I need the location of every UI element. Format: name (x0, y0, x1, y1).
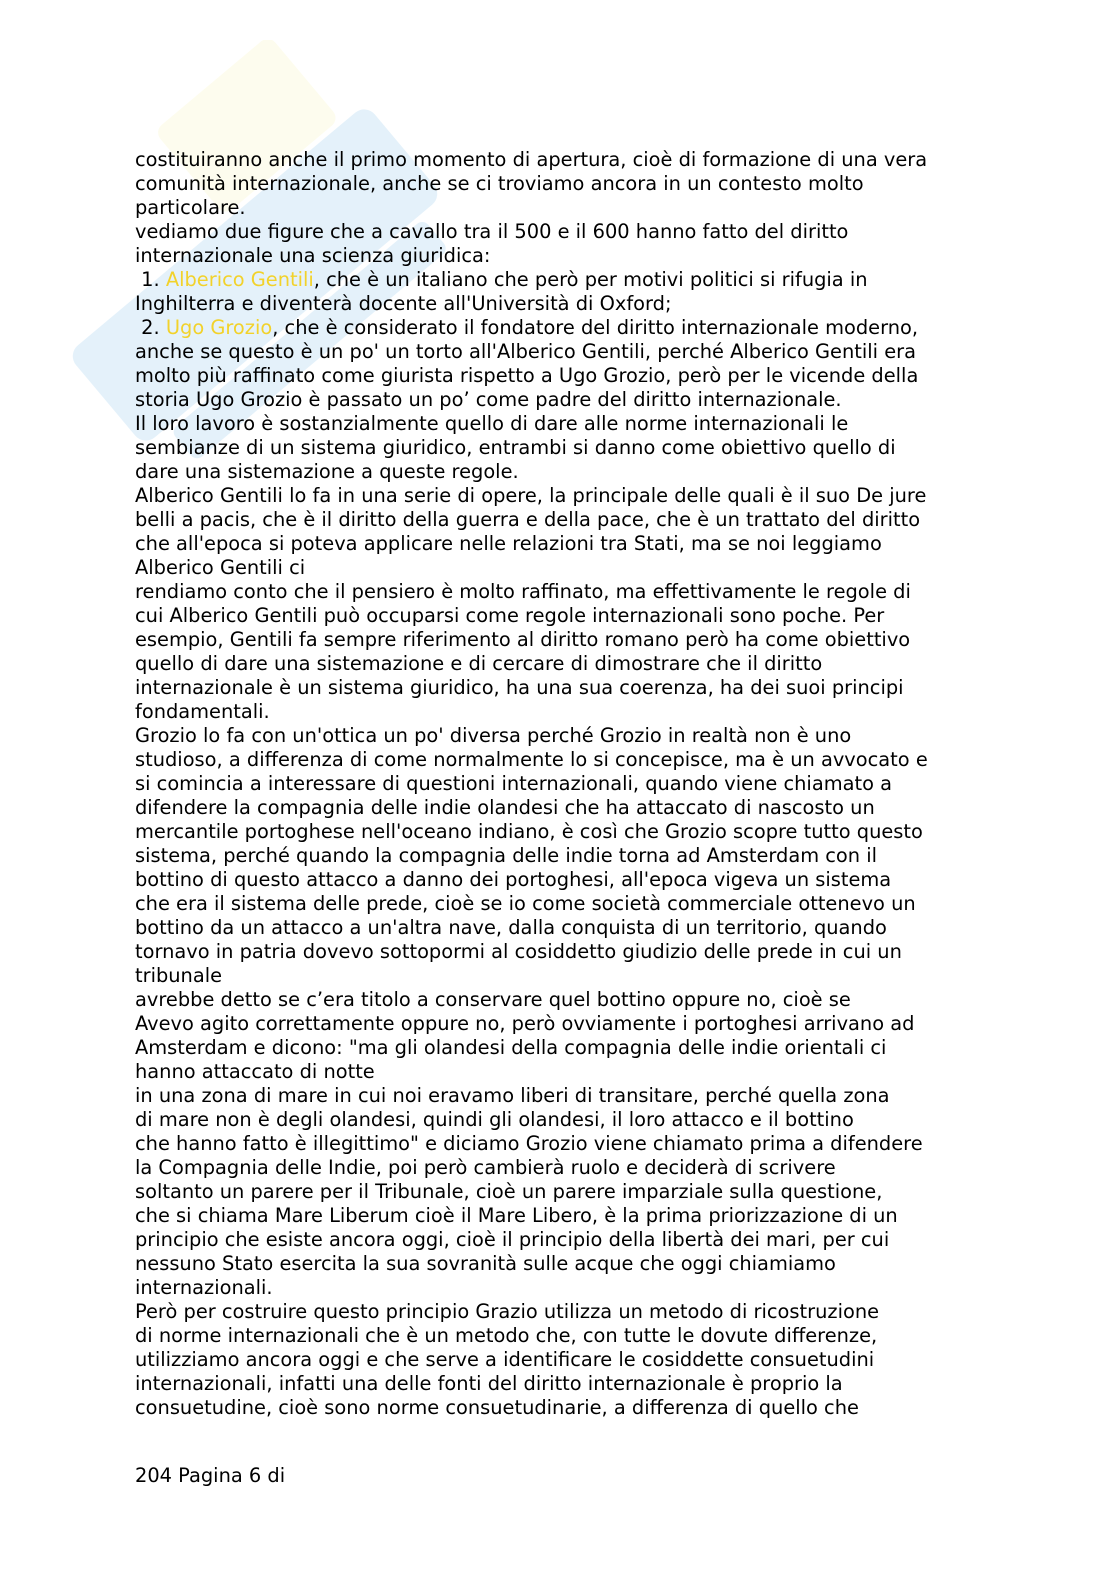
list-item (135, 316, 1005, 340)
text-line: particolare. (135, 196, 246, 219)
text-line: mercantile portoghese nell'oceano indiano, è così che Grozio scopre tutto questo (135, 820, 923, 843)
list-item (135, 268, 1005, 292)
text-line: difendere la compagnia delle indie olandesi che ha attaccato di nascosto un (135, 796, 875, 819)
text-line: nessuno Stato esercita la sua sovranità sulle acque che oggi chiamiamo (135, 1252, 836, 1275)
text-line: vediamo due figure che a cavallo tra il 500 e il 600 hanno fatto del diritto (135, 220, 849, 243)
text-line: molto più raffinato come giurista rispetto a Ugo Grozio, però per le vicende della (135, 364, 919, 387)
text-line: Avevo agito correttamente oppure no, però ovviamente i portoghesi arrivano ad (135, 1012, 915, 1035)
text-line: internazionali. (135, 1276, 273, 1299)
text-line: esempio, Gentili fa sempre riferimento al diritto romano però ha come obiettivo (135, 628, 911, 651)
list-number: 1. (135, 268, 166, 291)
text-line: bottino da un attacco a un'altra nave, dalla conquista di un territorio, quando (135, 916, 887, 939)
text-line: rendiamo conto che il pensiero è molto raffinato, ma effettivamente le regole di (135, 580, 911, 603)
document-body (135, 148, 1005, 1420)
list-item-text: , che è considerato il fondatore del diritto internazionale moderno, (272, 316, 919, 339)
text-line: principio che esiste ancora oggi, cioè il principio della libertà dei mari, per cui (135, 1228, 890, 1251)
text-line: sistema, perché quando la compagnia delle indie torna ad Amsterdam con il (135, 844, 878, 867)
highlighted-name: Ugo Grozio (165, 316, 273, 339)
text-line: soltanto un parere per il Tribunale, cioè un parere imparziale sulla questione, (135, 1180, 883, 1203)
text-line: Amsterdam e dicono: "ma gli olandesi della compagnia delle indie orientali ci (135, 1036, 887, 1059)
text-line: la Compagnia delle Indie, poi però cambierà ruolo e deciderà di scrivere (135, 1156, 836, 1179)
text-line: studioso, a differenza di come normalmente lo si concepisce, ma è un avvocato e (135, 748, 928, 771)
text-line: Il loro lavoro è sostanzialmente quello di dare alle norme internazionali le (135, 412, 849, 435)
text-line: Grozio lo fa con un'ottica un po' diversa perché Grozio in realtà non è uno (135, 724, 852, 747)
list-item-text: , che è un italiano che però per motivi politici si rifugia in (313, 268, 868, 291)
text-line: cui Alberico Gentili può occuparsi come regole internazionali sono poche. Per (135, 604, 885, 627)
text-line: di norme internazionali che è un metodo che, con tutte le dovute differenze, (135, 1324, 878, 1347)
text-line: Alberico Gentili ci (135, 556, 306, 579)
text-line: bottino di questo attacco a danno dei portoghesi, all'epoca vigeva un sistema (135, 868, 892, 891)
text-line: fondamentali. (135, 700, 270, 723)
text-line: Inghilterra e diventerà docente all'Università di Oxford; (135, 292, 672, 315)
text-line: consuetudine, cioè sono norme consuetudinarie, a differenza di quello che (135, 1396, 859, 1419)
text-line: sembianze di un sistema giuridico, entrambi si danno come obiettivo quello di (135, 436, 896, 459)
page-footer: 204 Pagina 6 di (135, 1464, 286, 1487)
text-line: che hanno fatto è illegittimo" e diciamo Grozio viene chiamato prima a difendere (135, 1132, 923, 1155)
list-number: 2. (135, 316, 166, 339)
text-line: Alberico Gentili lo fa in una serie di opere, la principale delle quali è il suo De jure (135, 484, 927, 507)
text-line: tornavo in patria dovevo sottopormi al cosiddetto giudizio delle prede in cui un (135, 940, 902, 963)
text-line: storia Ugo Grozio è passato un po’ come padre del diritto internazionale. (135, 388, 842, 411)
text-line: dare una sistemazione a queste regole. (135, 460, 519, 483)
text-line: in una zona di mare in cui noi eravamo liberi di transitare, perché quella zona (135, 1084, 890, 1107)
text-line: si comincia a interessare di questioni internazionali, quando viene chiamato a (135, 772, 892, 795)
text-line: belli a pacis, che è il diritto della guerra e della pace, che è un trattato del diritto (135, 508, 921, 531)
text-line: comunità internazionale, anche se ci troviamo ancora in un contesto molto (135, 172, 864, 195)
text-line: quello di dare una sistemazione e di cercare di dimostrare che il diritto (135, 652, 823, 675)
text-line: internazionale è un sistema giuridico, ha una sua coerenza, ha dei suoi principi (135, 676, 904, 699)
text-line: che era il sistema delle prede, cioè se io come società commerciale ottenevo un (135, 892, 916, 915)
highlighted-name: Alberico Gentili (165, 268, 314, 291)
text-line: anche se questo è un po' un torto all'Alberico Gentili, perché Alberico Gentili era (135, 340, 916, 363)
text-line: hanno attaccato di notte (135, 1060, 375, 1083)
text-line: Però per costruire questo principio Grazio utilizza un metodo di ricostruzione (135, 1300, 880, 1323)
text-line: tribunale (135, 964, 223, 987)
text-line: utilizziamo ancora oggi e che serve a identificare le cosiddette consuetudini (135, 1348, 875, 1371)
text-line: che all'epoca si poteva applicare nelle relazioni tra Stati, ma se noi leggiamo (135, 532, 882, 555)
text-line: internazionali, infatti una delle fonti del diritto internazionale è proprio la (135, 1372, 843, 1395)
text-line: che si chiama Mare Liberum cioè il Mare Libero, è la prima priorizzazione di un (135, 1204, 898, 1227)
text-line: costituiranno anche il primo momento di apertura, cioè di formazione di una vera (135, 148, 928, 171)
text-line: avrebbe detto se c’era titolo a conservare quel bottino oppure no, cioè se (135, 988, 851, 1011)
text-line: di mare non è degli olandesi, quindi gli olandesi, il loro attacco e il bottino (135, 1108, 854, 1131)
text-line: internazionale una scienza giuridica: (135, 244, 491, 267)
